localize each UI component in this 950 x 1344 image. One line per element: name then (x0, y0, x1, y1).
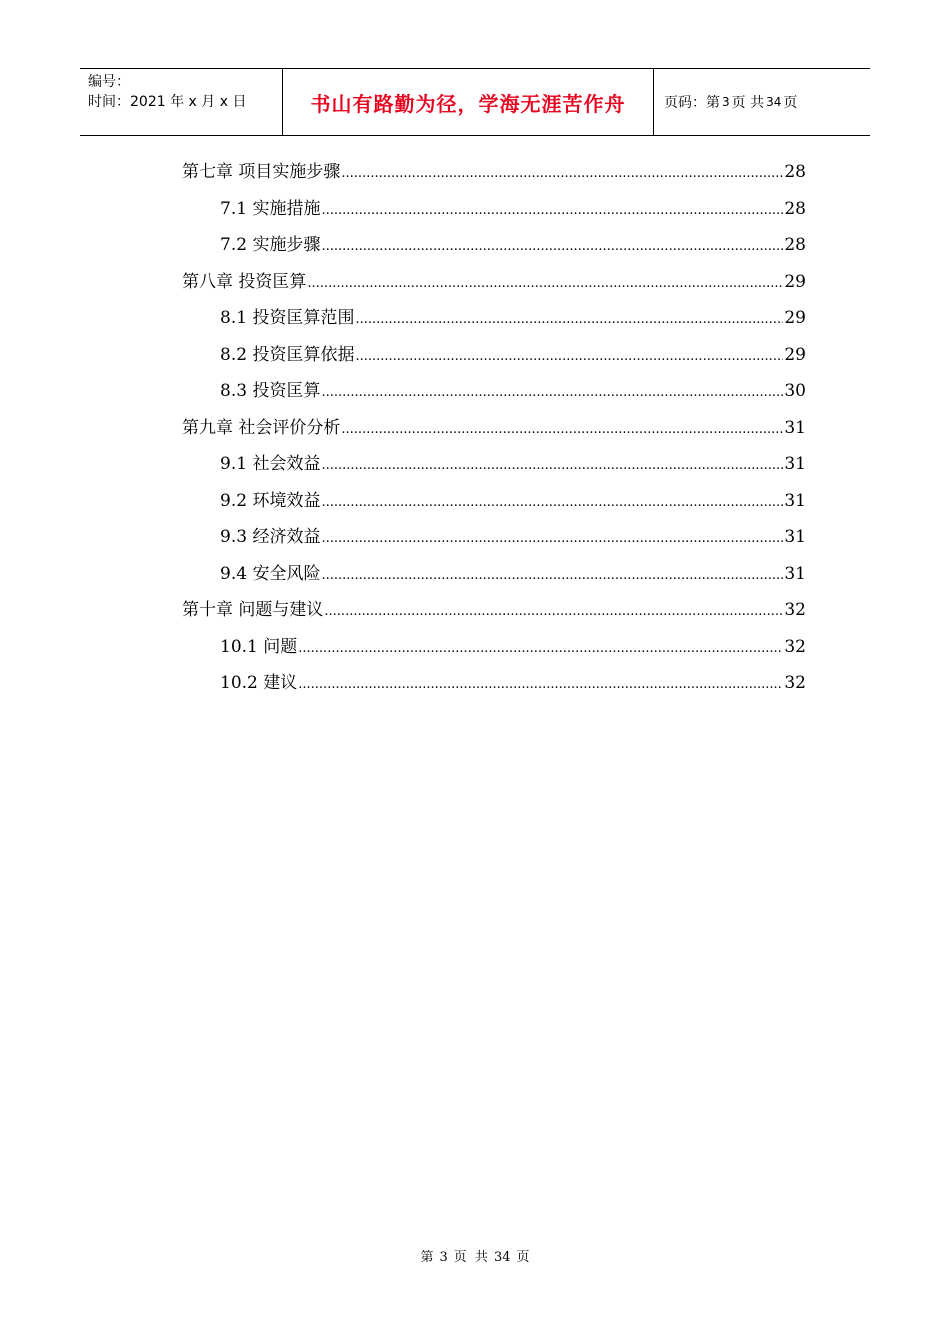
toc-section-entry[interactable] (182, 191, 806, 228)
header-motto: 书山有路勤为径，学海无涯苦作舟 (310, 91, 626, 116)
header-page-mid: 页 共 (731, 95, 765, 111)
footer-suffix: 页 (516, 1250, 530, 1265)
header-motto-cell (282, 69, 654, 135)
footer-mid: 页 共 (453, 1250, 488, 1265)
toc-entry-label: 8.1 投资匡算范围 (220, 308, 355, 328)
toc-entry-page: 29 (784, 344, 806, 365)
toc-section-entry[interactable] (182, 665, 806, 702)
toc-entry-label: 第九章 社会评价分析 (182, 417, 341, 438)
toc-entry-label: 10.1 问题 (220, 636, 298, 657)
toc-dot-leader (341, 410, 783, 449)
header-page-current: 3 (722, 95, 730, 109)
document-date-label: 时间：2021 年 x 月 x 日 (88, 94, 247, 110)
toc-entry-page: 30 (784, 381, 806, 401)
toc-entry-page: 31 (784, 527, 806, 547)
footer-current: 3 (439, 1250, 448, 1265)
toc-entry-label: 第八章 投资匡算 (182, 271, 307, 292)
toc-entry-label: 9.3 经济效益 (220, 527, 321, 547)
toc-section-entry[interactable] (182, 483, 806, 520)
toc-dot-leader (321, 519, 783, 558)
toc-section-entry[interactable] (182, 556, 806, 593)
toc-entry-page: 28 (784, 198, 806, 219)
page-header (80, 68, 870, 136)
document-number-label: 编号： (88, 74, 130, 90)
toc-chapter-entry[interactable] (182, 592, 806, 629)
toc-entry-page: 31 (784, 417, 806, 438)
toc-entry-label: 8.2 投资匡算依据 (220, 344, 355, 365)
toc-dot-leader (355, 300, 783, 339)
header-meta (80, 69, 282, 135)
toc-dot-leader (307, 264, 783, 303)
toc-entry-page: 28 (784, 235, 806, 255)
toc-entry-label: 7.2 实施步骤 (220, 235, 321, 255)
toc-entry-label: 9.2 环境效益 (220, 490, 321, 511)
toc-section-entry[interactable] (182, 337, 806, 374)
toc-entry-label: 7.1 实施措施 (220, 198, 321, 219)
toc-dot-leader (321, 227, 783, 266)
toc-entry-label: 8.3 投资匡算 (220, 381, 321, 401)
toc-section-entry[interactable] (182, 227, 806, 264)
toc-entry-page: 32 (784, 636, 806, 657)
toc-dot-leader (324, 592, 783, 631)
toc-entry-page: 31 (784, 454, 806, 474)
page-footer (0, 1246, 950, 1265)
toc-dot-leader (321, 556, 783, 595)
header-page-info (654, 69, 870, 135)
toc-entry-label: 第七章 项目实施步骤 (182, 162, 341, 182)
toc-entry-page: 31 (784, 490, 806, 511)
footer-prefix: 第 (420, 1250, 434, 1265)
toc-dot-leader (341, 154, 783, 193)
toc-section-entry[interactable] (182, 629, 806, 666)
toc-entry-page: 32 (784, 600, 806, 620)
toc-dot-leader (355, 337, 783, 376)
toc-entry-label: 第十章 问题与建议 (182, 600, 324, 620)
toc-dot-leader (321, 191, 783, 230)
toc-chapter-entry[interactable] (182, 264, 806, 301)
toc-dot-leader (298, 665, 783, 704)
toc-entry-page: 31 (784, 563, 806, 584)
toc-dot-leader (298, 629, 783, 668)
toc-entry-page: 29 (784, 308, 806, 328)
toc-chapter-entry[interactable] (182, 154, 806, 191)
toc-section-entry[interactable] (182, 446, 806, 483)
header-page-prefix: 页码：第 (664, 95, 720, 111)
header-page-suffix: 页 (783, 95, 798, 111)
toc-dot-leader (321, 446, 783, 485)
table-of-contents (182, 154, 806, 702)
toc-dot-leader (321, 373, 783, 412)
toc-section-entry[interactable] (182, 519, 806, 556)
toc-section-entry[interactable] (182, 300, 806, 337)
toc-section-entry[interactable] (182, 373, 806, 410)
header-page-total: 34 (766, 95, 782, 109)
toc-dot-leader (321, 483, 783, 522)
toc-entry-page: 32 (784, 673, 806, 693)
toc-entry-page: 29 (784, 271, 806, 292)
toc-entry-label: 10.2 建议 (220, 673, 298, 693)
toc-entry-label: 9.4 安全风险 (220, 563, 321, 584)
toc-entry-page: 28 (784, 162, 806, 182)
toc-chapter-entry[interactable] (182, 410, 806, 447)
toc-entry-label: 9.1 社会效益 (220, 454, 321, 474)
footer-total: 34 (493, 1250, 511, 1265)
